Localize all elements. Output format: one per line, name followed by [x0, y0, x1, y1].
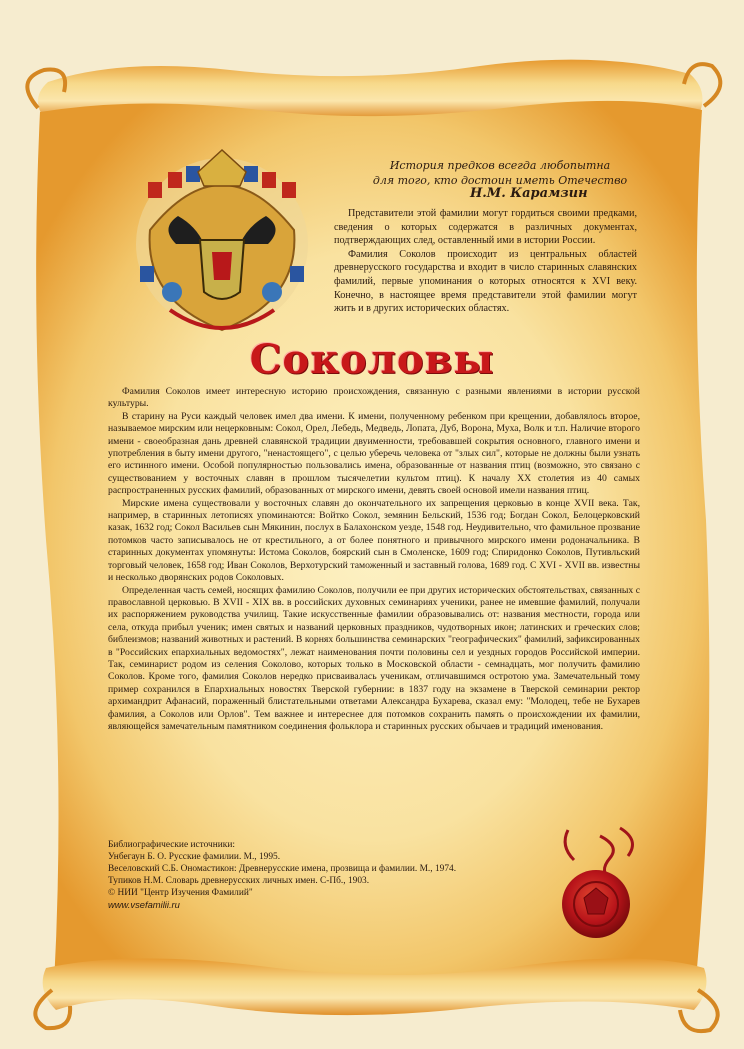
sources-block: [108, 839, 548, 911]
website-link[interactable]: www.vsefamilii.ru: [108, 899, 180, 910]
source-item: Унбегаун Б. О. Русские фамилии. М., 1995.: [108, 852, 281, 862]
main-paragraph-3: Мирские имена существовали у восточных славян до окончательного их запрещения церковью в конце XVII века. Так, например, в старинных летописях упоминаются: Войтко Сокол, земянин Бельский, 1536 год; Богдан Сокол, Белоцерковский казак, 1632 год; Сокол Васильев сын Мякинин, послух в Балахонском уезде, 1548 год. Неудивительно, что фамильное прозвание потомков часто записывалось не от крестильного, а от более понятного и привычного мирского имени родоначальника. В старинных документах упомянуты: Истома Соколов, боярский сын в Смоленске, 1609 год; Спиридонко Соколов, Путивльский торговый человек, 1658 год; Иван Соколов, Верхотурский таможенный и заставный голова, 1689 год. С XVI - XVII вв. известны и несколько дворянских родов Соколовых.: [108, 497, 640, 584]
source-item: Тупиков Н.М. Словарь древнерусских личных имен. С-Пб., 1903.: [108, 876, 370, 886]
main-paragraph-1: Фамилия Соколов имеет интересную историю происхождения, связанную с разными явлениями в истории русской культуры.: [108, 386, 640, 410]
epigraph-line-1: История предков всегда любопытна: [389, 159, 611, 172]
main-paragraph-4: Определенная часть семей, носящих фамилию Соколов, получили ее при других исторических обстоятельствах, связанных с православной церковью. В XVII - XIX вв. в российских духовных семинариях ученики, ранее не имевшие фамилий, получали их распоряжением руководства училищ. Такие искусственные фамилии образовывались от: названия местности, города или села, откуда прибыл ученик; имен святых и названий церковных праздников, чудотворных икон; латинских и греческих слов; библеизмов; названий животных и растений. В корнях большинства семинарских "географических" фамилий, зафиксированных в "Российских епархиальных ведомостях", лежат наименования почти половины сел и уездных городов Российской империи. Так, семинарист родом из селения Соколово, которых только в Московской области - семнадцать, мог получить фамилию Соколов. Кроме того, фамилия Соколов нередко присваивалась ученикам, отличавшимся остротою ума. Замечательный тому пример сохранился в Епархиальных новостях Тверской губернии: в 1837 году на экзамене в Тверской семинарии ректор архимандрит Афанасий, пораженный блистательными ответами Александра Бухарева, сказал ему: "Молодец, тебе не Бухарев фамилия, а Соколов или Орлов". Тем важнее и интереснее для потомков сохранить память о происхождении их фамилии, являющейся замечательным памятником соединения фольклора и старинных русских обычаев и традиций именования.: [108, 584, 640, 732]
main-text: [108, 386, 640, 733]
intro-paragraph-1: Представители этой фамилии могут гордиться своими предками, сведения о которых содержатся в различных документах, подтверждающих след, оставленный ими в истории России.: [334, 208, 637, 247]
main-paragraph-2: В старину на Руси каждый человек имел два имени. К имени, полученному ребенком при крещении, добавлялось второе, называемое мирским или нецерковным: Сокол, Орел, Лебедь, Медведь, Лопата, Дуб, Ворона, Муха, Волк и т.п. Наличие второго имени - своеобразная дань древней славянской традиции двуименности, требовавшей сокрытия основного, главного имени и употребления в быту имени другого, "ненастоящего", с целью уберечь человека от "злых сил", которые не должны были узнать его истинного имени. Особой популярностью пользовались имена, образованные от названия птиц (возможно, это связано с существованием у восточных славян в прошлом тысячелетии культом птиц). К началу XX столетия из 40 самых распространенных русских фамилий, образованных от мирского имени, девять своей основой имели названия птиц.: [108, 410, 640, 497]
epigraph-author: Н.М. Карамзин: [470, 186, 588, 201]
epigraph-line-2: для того, кто достоин иметь Отечество: [372, 174, 628, 187]
source-item: Веселовский С.Б. Ономастикон: Древнерусские имена, прозвища и фамилии. М., 1974.: [108, 864, 457, 874]
epigraph: [360, 158, 640, 188]
surname-title: Соколовы: [249, 336, 495, 383]
sources-heading: Библиографические источники:: [108, 840, 235, 850]
intro-text: [334, 207, 637, 316]
copyright: © НИИ "Центр Изучения Фамилий": [108, 888, 253, 898]
intro-paragraph-2: Фамилия Соколов происходит из центральных областей древнерусского государства и входит в число старинных славянских фамилий, первые упоминания о которых относятся к XVI веку. Конечно, в настоящее время представители этой фамилии могут жить и в других исторических областях.: [334, 248, 637, 315]
